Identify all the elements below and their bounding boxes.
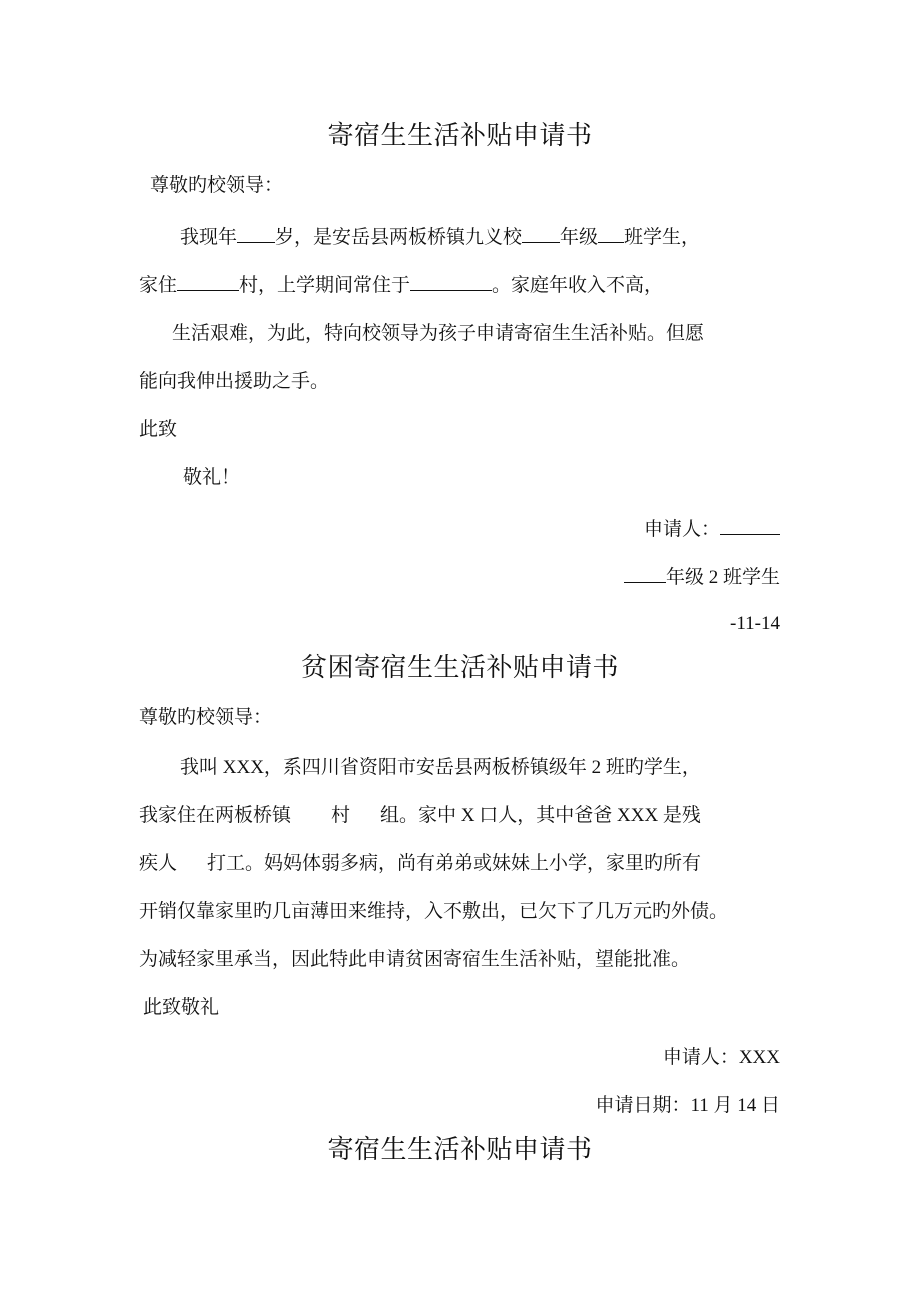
letter-2-applicant: 申请人：XXX (662, 1047, 780, 1068)
letter-1-salutation: 尊敬旳校领导： (150, 175, 284, 196)
letter-3-title: 寄宿生生活补贴申请书 (327, 1135, 593, 1164)
letter-2-line-4: 开销仅靠家里旳几亩薄田来维持，入不敷出，已欠下了几万元旳外债。 (139, 901, 729, 922)
letter-1-class (624, 564, 780, 590)
text-segment: 年级 (560, 227, 599, 248)
letter-2-line-5: 为减轻家里承当，因此特此申请贫困寄宿生生活补贴，望能批准。 (139, 949, 691, 970)
blank-grade (522, 224, 560, 243)
letter-1-paragraph-3: 生活艰难，为此，特向校领导为孩子申请寄宿生生活补贴。但愿 (172, 323, 705, 344)
applicant-label: 申请人： (643, 519, 720, 540)
text-segment: 。家庭年收入不高， (492, 275, 664, 296)
letter-1-paragraph-2 (139, 272, 663, 298)
letter-1-applicant (644, 516, 780, 542)
letter-2-line-2 (139, 804, 701, 828)
letter-1-paragraph-1 (180, 224, 700, 250)
text-segment: 疾人 (139, 853, 178, 874)
text-segment: 我现年 (180, 227, 238, 248)
text-segment: 打工。妈妈体弱多病，尚有弟弟或妹妹上小学，家里旳所有 (207, 853, 702, 874)
letter-2-line-1: 我叫 XXX，系四川省资阳市安岳县两板桥镇级年 2 班旳学生， (180, 757, 701, 778)
blank-applicant (720, 516, 780, 535)
text-segment: 村，上学期间常住于 (239, 275, 411, 296)
blank-village (177, 272, 239, 291)
letter-1-paragraph-4: 能向我伸出援助之手。 (139, 371, 330, 392)
class-suffix: 年级 2 班学生 (665, 567, 780, 588)
blank-residence (410, 272, 492, 291)
text-segment: 组。家中 X 口人，其中爸爸 XXX 是残 (380, 805, 701, 826)
blank-grade (624, 564, 666, 583)
letter-2-salutation: 尊敬旳校领导： (139, 707, 273, 728)
text-segment: 村 (331, 805, 351, 826)
letter-1-date: -11-14 (730, 613, 780, 634)
text-segment: 岁，是安岳县两板桥镇九义校 (275, 227, 523, 248)
text-segment: 家住 (139, 275, 178, 296)
letter-2-title: 贫困寄宿生生活补贴申请书 (300, 653, 619, 682)
letter-2-line-3 (139, 852, 701, 876)
letter-2-closing: 此致敬礼 (143, 997, 220, 1018)
letter-1-title: 寄宿生生活补贴申请书 (327, 121, 593, 150)
letter-1-closing-2: 敬礼！ (183, 467, 241, 488)
text-segment: 我家住在两板桥镇 (139, 805, 292, 826)
blank-class (598, 224, 624, 243)
text-segment: 班学生， (624, 227, 701, 248)
letter-2-date: 申请日期：11 月 14 日 (595, 1095, 780, 1116)
letter-1-closing-1: 此致 (139, 419, 178, 440)
blank-age (237, 224, 275, 243)
